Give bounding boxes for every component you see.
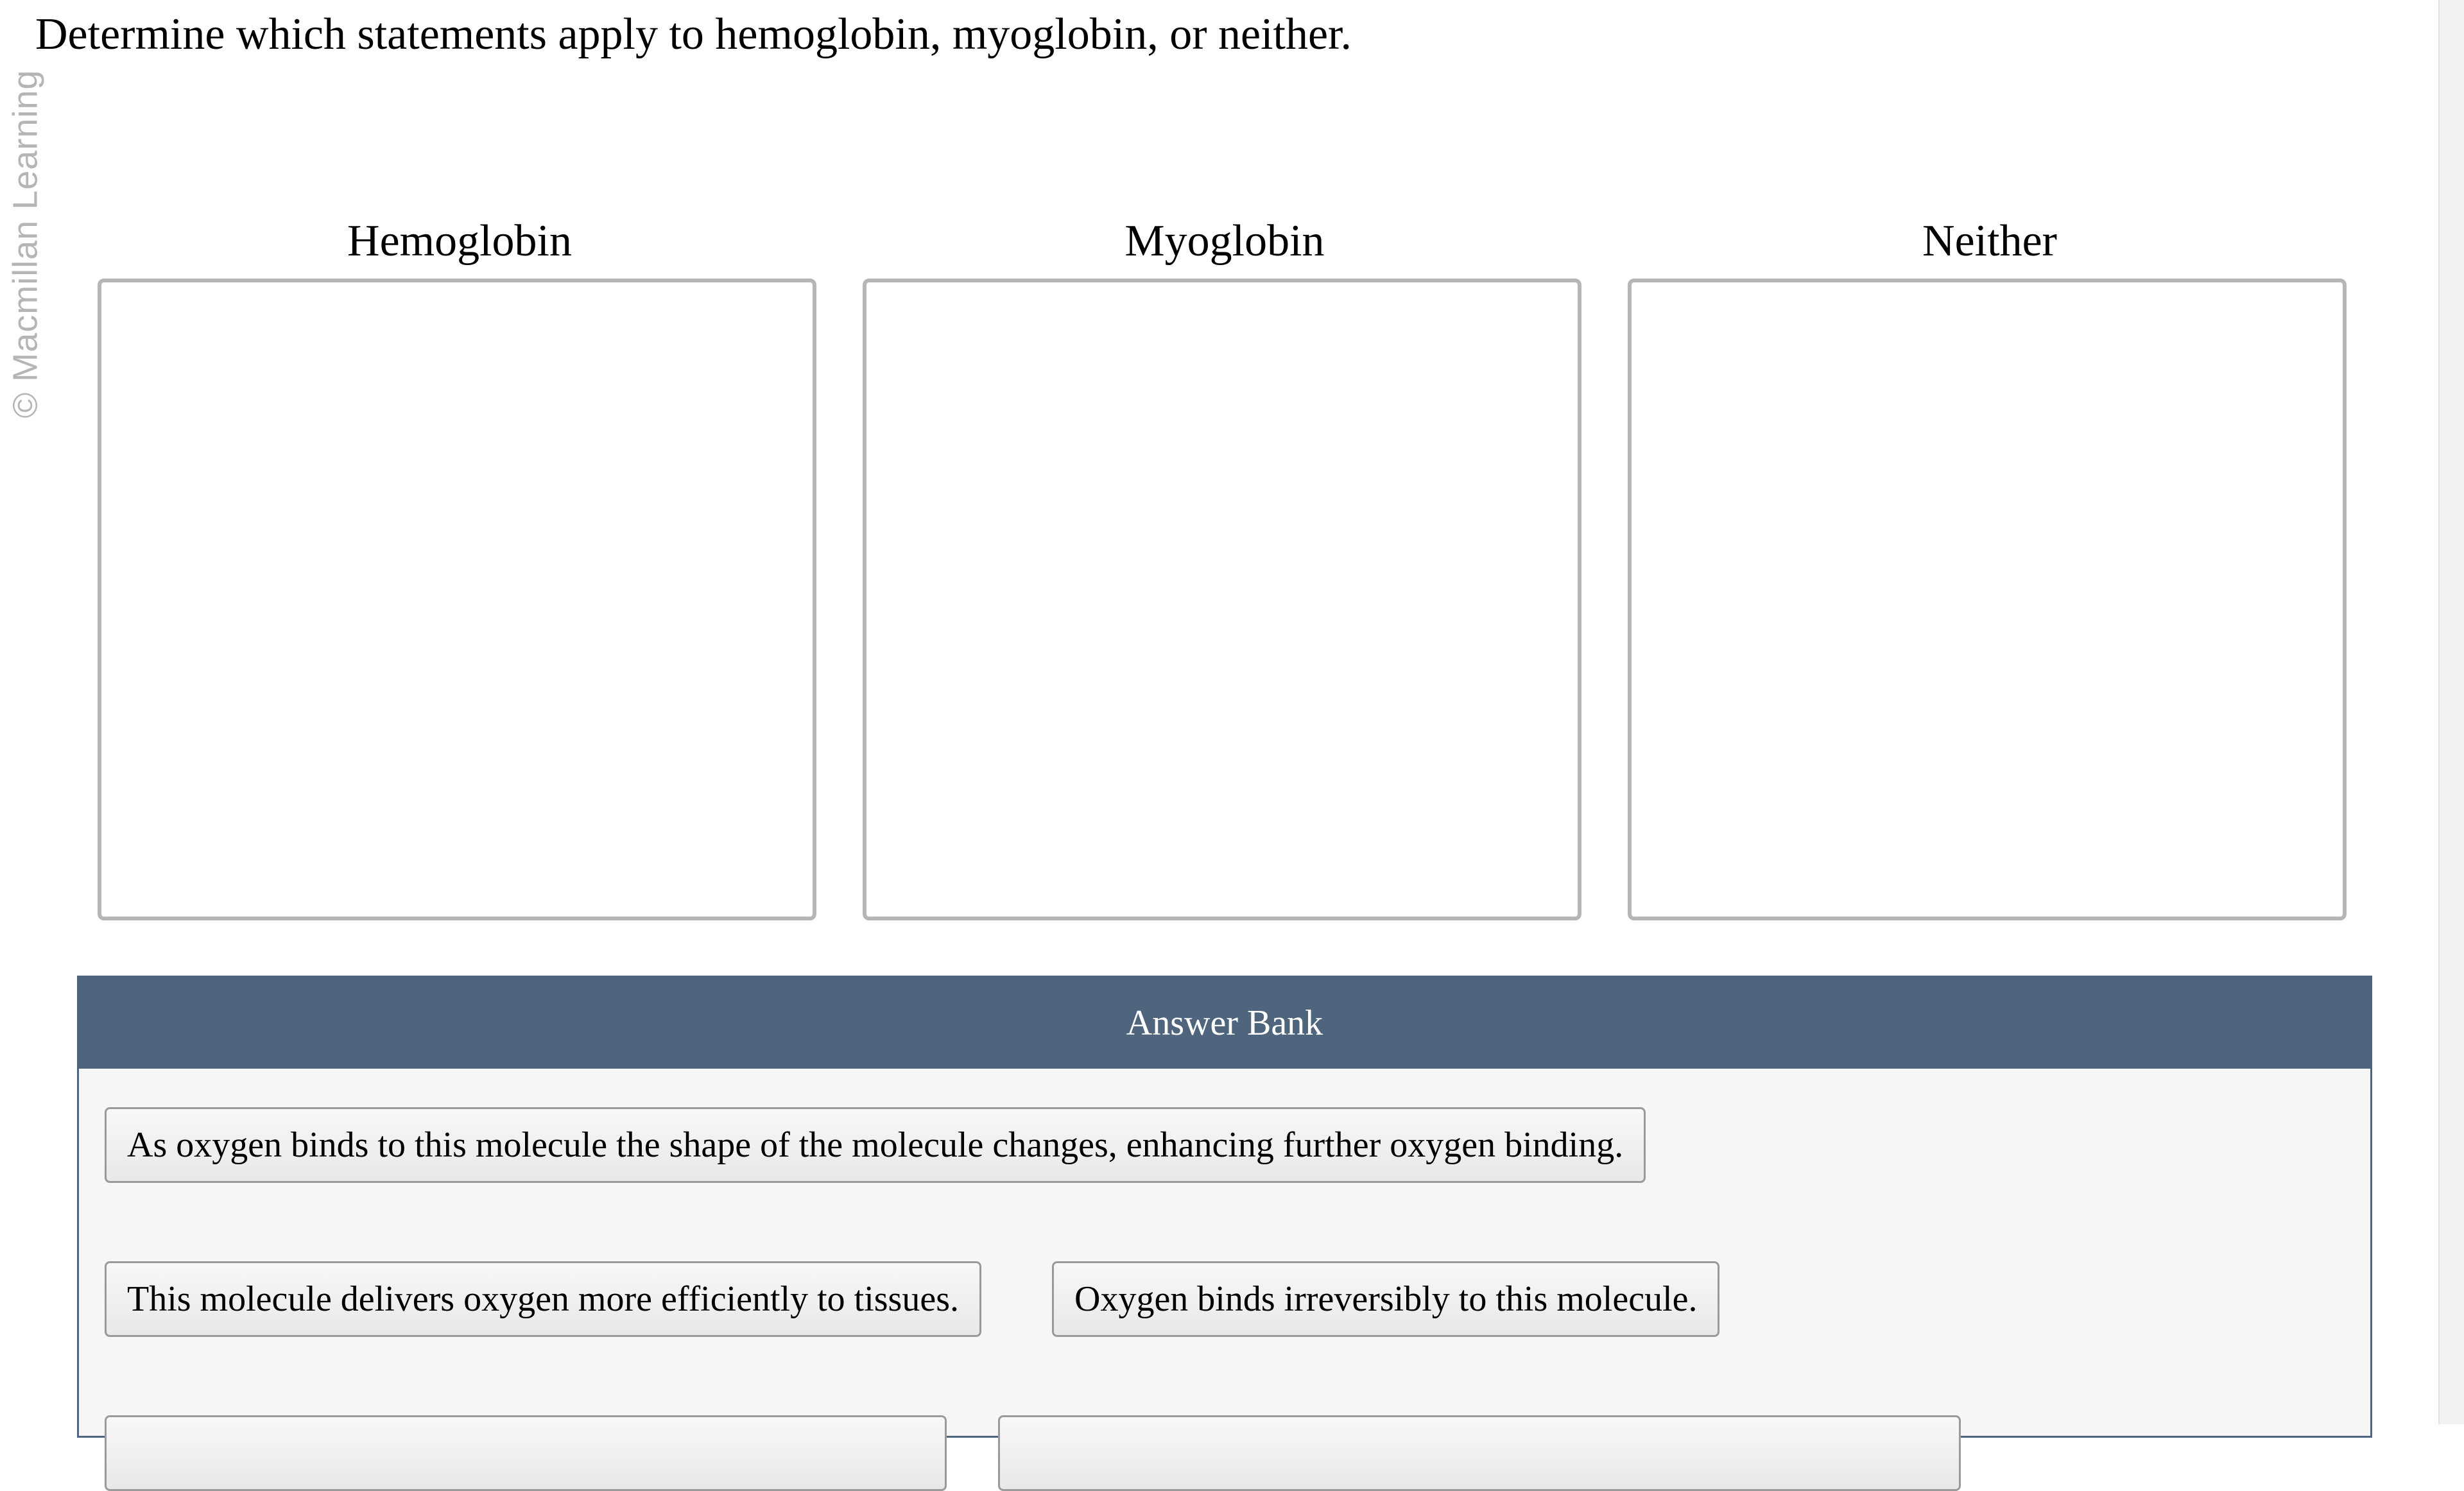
answer-chip-partial[interactable]	[998, 1415, 1961, 1491]
bin-label-myoglobin: Myoglobin	[1124, 216, 1325, 266]
answer-bank-title: Answer Bank	[79, 978, 2370, 1069]
question-prompt: Determine which statements apply to hemoglobin, myoglobin, or neither.	[35, 10, 1352, 59]
drop-zone-neither[interactable]	[1628, 279, 2347, 920]
watermark-text: © Macmillan Learning	[6, 69, 45, 418]
copyright-watermark	[0, 55, 51, 433]
answer-chip[interactable]: This molecule delivers oxygen more efficiently to tissues.	[105, 1261, 981, 1337]
answer-bank	[77, 976, 2372, 1438]
drop-zone-hemoglobin[interactable]	[98, 279, 816, 920]
drop-zone-myoglobin[interactable]	[863, 279, 1581, 920]
answer-chip[interactable]: Oxygen binds irreversibly to this molecule.	[1052, 1261, 1719, 1337]
bin-label-hemoglobin: Hemoglobin	[347, 216, 572, 266]
page-scrollbar[interactable]	[2438, 0, 2464, 1424]
answer-chip-partial[interactable]	[105, 1415, 947, 1491]
bin-label-neither: Neither	[1922, 216, 2057, 266]
answer-chip[interactable]: As oxygen binds to this molecule the shape of the molecule changes, enhancing further oxygen binding.	[105, 1107, 1646, 1183]
